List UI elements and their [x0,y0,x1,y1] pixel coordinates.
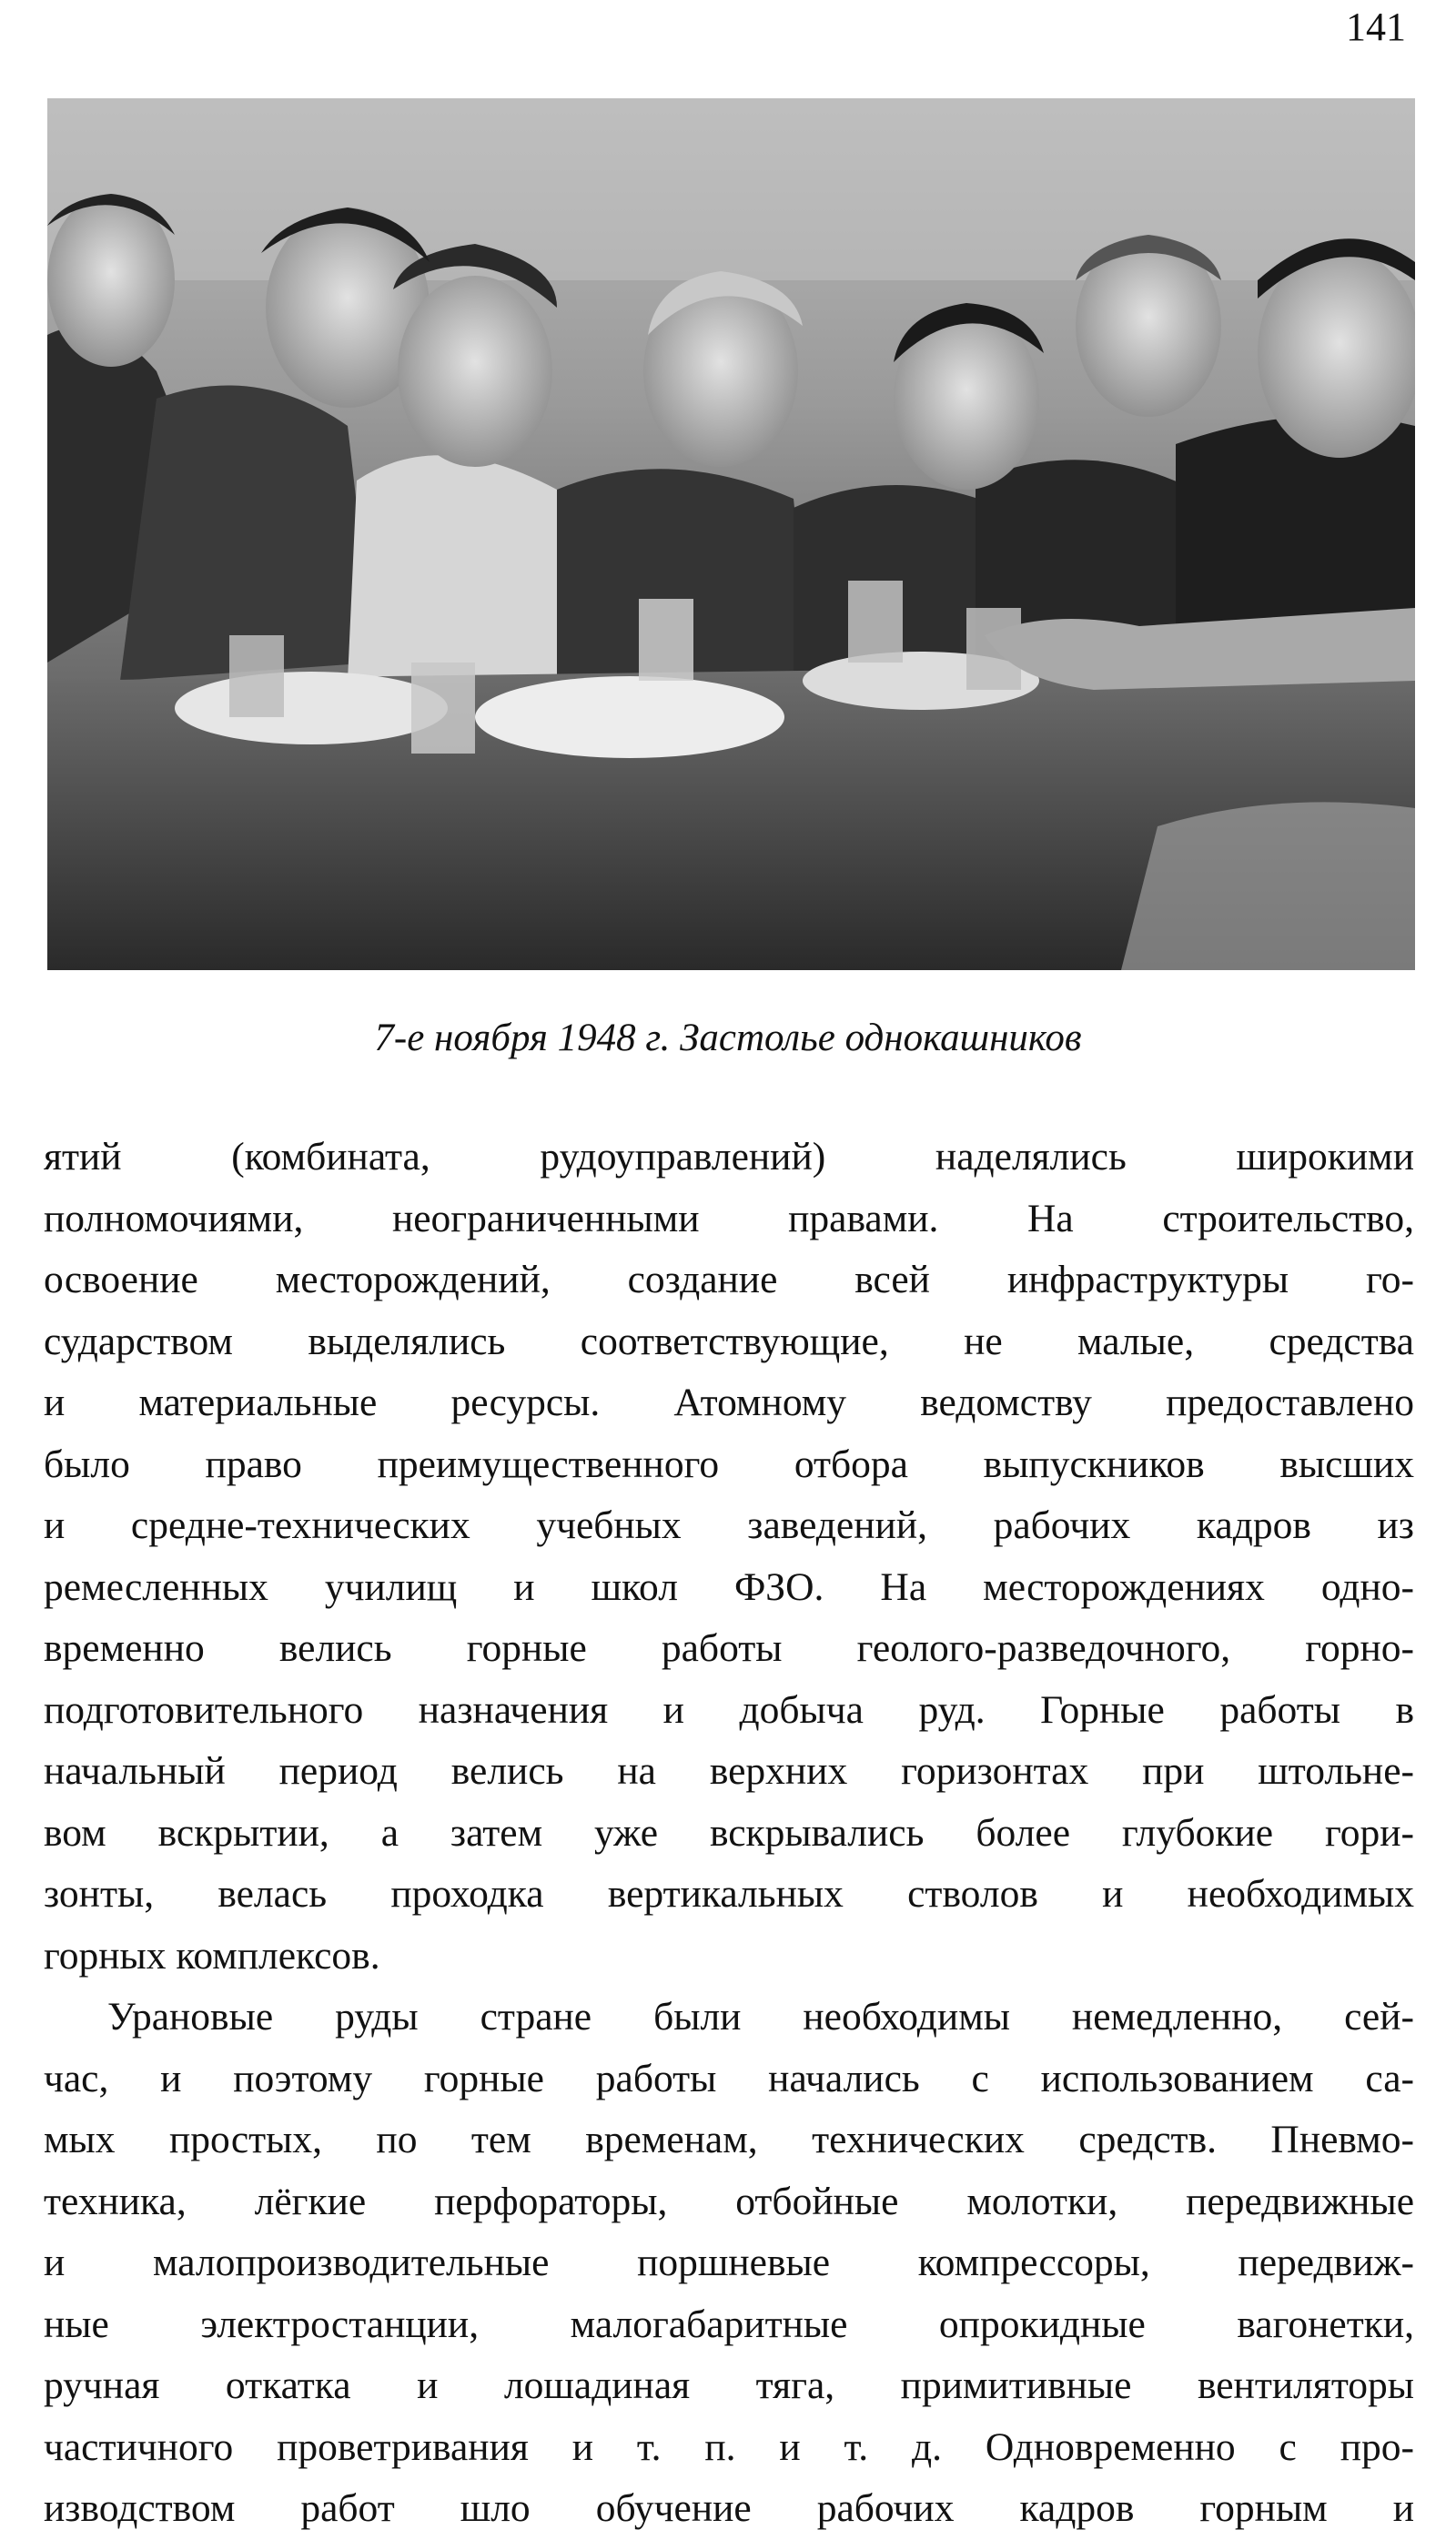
text-line: горных комплексов. [44,1933,380,1978]
text-line: мых простых, по тем временам, технических средств. Пневмо- [44,2118,1414,2161]
paragraph-2 [44,1987,1414,2540]
text-line: техника, лёгкие перфораторы, отбойные молотки, передвижные [44,2179,1414,2223]
text-line: ручная откатка и лошадиная тяга, примитивные вентиляторы [44,2363,1414,2407]
text-line: ные электростанции, малогабаритные опрокидные вагонетки, [44,2302,1414,2346]
photo-image [47,98,1415,970]
text-line: было право преимущественного отбора выпускников высших [44,1442,1414,1486]
photo-caption: 7-е ноября 1948 г. Застолье однокашников [374,1017,1082,1059]
text-line: сударством выделялись соответствующие, не малые, средства [44,1319,1414,1363]
text-line: полномочиями, неограниченными правами. На строительство, [44,1196,1414,1240]
body-text [44,1127,1414,2540]
text-line: начальный период велись на верхних горизонтах при штольне- [44,1749,1414,1793]
group-photo [47,98,1415,970]
text-line: изводством работ шло обучение рабочих кадров горным и [44,2486,1414,2530]
text-line: временно велись горные работы геолого-разведочного, горно- [44,1626,1414,1670]
text-line: частичного проветривания и т. п. и т. д. Одновременно с про- [44,2424,1414,2469]
text-line: ремесленных училищ и школ ФЗО. На месторождениях одно- [44,1564,1414,1609]
text-line: зонты, велась проходка вертикальных стволов и необходимых [44,1872,1414,1916]
text-line: Урановые руды стране были необходимы немедленно, сей- [107,1995,1414,2039]
text-line: и малопроизводительные поршневые компрессоры, передвиж- [44,2241,1414,2284]
text-line: вом вскрытии, а затем уже вскрывались более глубокие гори- [44,1810,1414,1855]
text-line: ятий (комбината, рудоуправлений) наделялись широкими [44,1135,1414,1179]
text-line: подготовительного назначения и добыча руд. Горные работы в [44,1687,1414,1732]
text-line: и средне-технических учебных заведений, рабочих кадров из [44,1503,1414,1547]
text-line: и материальные ресурсы. Атомному ведомству предоставлено [44,1381,1414,1424]
page-number: 141 [1346,5,1406,49]
text-line: освоение месторождений, создание всей инфраструктуры го- [44,1258,1414,1301]
paragraph-1 [44,1127,1414,1987]
text-line: час, и поэтому горные работы начались с использованием са- [44,2056,1414,2100]
